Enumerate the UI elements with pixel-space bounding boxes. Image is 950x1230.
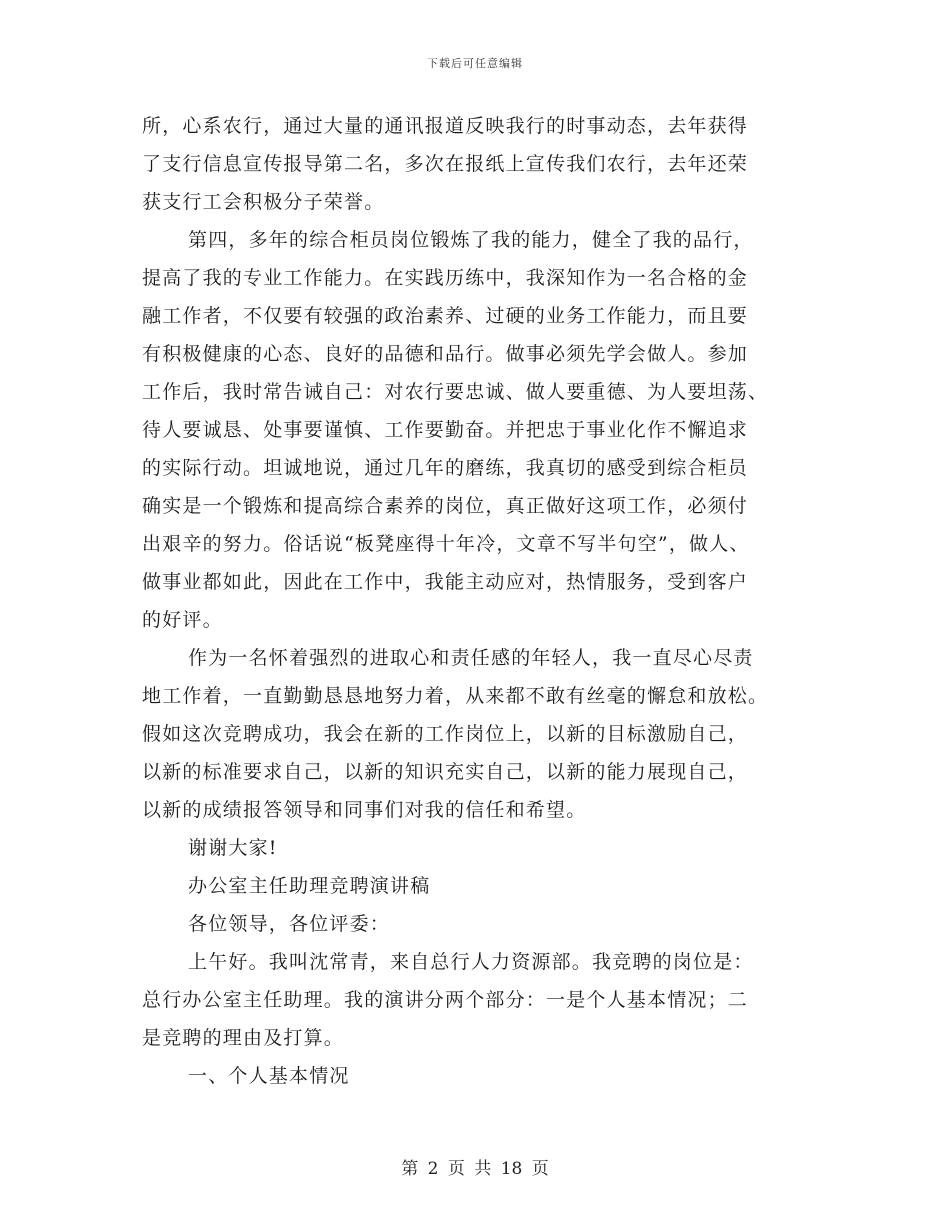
body-line: 地工作着，一直勤勤恳恳地努力着，从来都不敢有丝毫的懈怠和放松。 [142, 685, 769, 707]
closing-thanks: 谢谢大家! [188, 837, 278, 859]
salutation: 各位领导，各位评委： [188, 913, 391, 935]
body-line: 以新的成绩报答领导和同事们对我的信任和希望。 [142, 799, 587, 821]
body-line: 的实际行动。坦诚地说，通过几年的磨练，我真切的感受到综合柜员 [142, 457, 749, 479]
body-line: 总行办公室主任助理。我的演讲分两个部分：一是个人基本情况；二 [142, 989, 749, 1011]
body-line: 做事业都如此，因此在工作中，我能主动应对，热情服务，受到客户 [142, 571, 749, 593]
body-line: 获支行工会积极分子荣誉。 [142, 191, 385, 213]
page-header: 下载后可任意编辑 [427, 57, 523, 70]
body-line: 待人要诚恳、处事要谨慎、工作要勤奋。并把忠于事业化作不懈追求 [142, 419, 749, 441]
paragraph-start-line: 作为一名怀着强烈的进取心和责任感的年轻人，我一直尽心尽责 [188, 647, 754, 669]
body-line: 提高了我的专业工作能力。在实践历练中，我深知作为一名合格的金 [142, 267, 749, 289]
body-line: 所，心系农行，通过大量的通讯报道反映我行的时事动态，去年获得 [142, 115, 749, 137]
section-heading: 一、个人基本情况 [188, 1065, 350, 1087]
body-line: 确实是一个锻炼和提高综合素养的岗位，真正做好这项工作，必须付 [142, 495, 749, 517]
body-line: 工作后，我时常告诫自己：对农行要忠诚、做人要重德、为人要坦荡、 [142, 381, 769, 403]
body-line: 了支行信息宣传报导第二名，多次在报纸上宣传我们农行，去年还荣 [142, 153, 749, 175]
document-body [142, 107, 812, 1095]
body-line: 出艰辛的努力。俗话说“板凳座得十年冷，文章不写半句空”，做人、 [142, 533, 750, 555]
section-title: 办公室主任助理竞聘演讲稿 [188, 875, 431, 897]
paragraph-start-line: 上午好。我叫沈常青，来自总行人力资源部。我竞聘的岗位是： [188, 951, 754, 973]
body-line: 是竞聘的理由及打算。 [142, 1027, 345, 1049]
body-line: 以新的标准要求自己，以新的知识充实自己，以新的能力展现自己， [142, 761, 749, 783]
body-line: 假如这次竞聘成功，我会在新的工作岗位上，以新的目标激励自己， [142, 723, 749, 745]
body-line: 的好评。 [142, 609, 223, 631]
body-line: 融工作者，不仅要有较强的政治素养、过硬的业务工作能力，而且要 [142, 305, 749, 327]
page-number: 第 2 页 共 18 页 [401, 1159, 549, 1179]
body-line: 有积极健康的心态、良好的品德和品行。做事必须先学会做人。参加 [142, 343, 749, 365]
paragraph-start-line: 第四，多年的综合柜员岗位锻炼了我的能力，健全了我的品行， [188, 229, 754, 251]
